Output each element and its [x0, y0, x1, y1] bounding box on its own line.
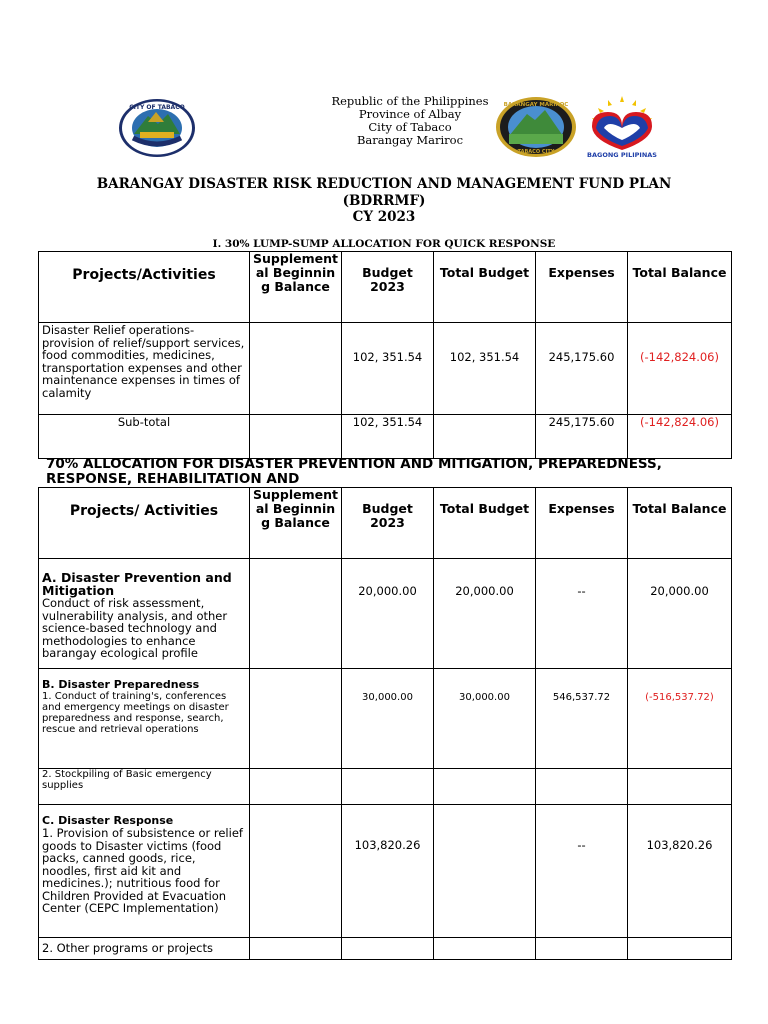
- empty-cell: [342, 938, 434, 960]
- empty-cell: [434, 769, 536, 805]
- subtotal-balance: (-142,824.06): [628, 415, 732, 459]
- expenses-cell: 245,175.60: [536, 323, 628, 415]
- subtotal-expenses: 245,175.60: [536, 415, 628, 459]
- balance-cell: (-516,537.72): [628, 669, 732, 769]
- subtotal-supplemental: [250, 415, 342, 459]
- empty-cell: [250, 769, 342, 805]
- table-row: [39, 669, 732, 769]
- expenses-cell: 546,537.72: [536, 669, 628, 769]
- budget-cell: 30,000.00: [342, 669, 434, 769]
- supplemental-cell: [250, 805, 342, 938]
- col-budget: Budget 2023: [342, 488, 434, 559]
- row-title: A. Disaster Prevention and Mitigation: [42, 570, 232, 598]
- expenses-cell: --: [536, 559, 628, 669]
- row-desc: 1. Conduct of training's, conferences and emergency meetings on disaster preparedness and response, search, rescue and retrieval operations: [42, 691, 229, 735]
- col-projects: Projects/ Activities: [39, 488, 250, 559]
- col-total-balance: Total Balance: [628, 252, 732, 323]
- supplemental-cell: [250, 323, 342, 415]
- col-expenses: Expenses: [536, 488, 628, 559]
- total-budget-cell: [434, 805, 536, 938]
- empty-cell: [536, 938, 628, 960]
- seal-left-bottom: PHILIPPINES: [142, 147, 172, 152]
- activity-cell: [39, 669, 250, 769]
- seal-right-text: BARANGAY MARIROC: [503, 102, 569, 108]
- col-total-balance: Total Balance: [628, 488, 732, 559]
- activity-cell: [39, 559, 250, 669]
- document-title: [0, 176, 768, 226]
- col-expenses: Expenses: [536, 252, 628, 323]
- activity-cell: Disaster Relief operations-provision of relief/support services, food commodities, medicines, transportation expenses and other maintenance expenses in times of calamity: [39, 323, 250, 415]
- budget-cell: 103,820.26: [342, 805, 434, 938]
- title-line-2: (BDRRMF): [342, 192, 426, 209]
- title-line-1: BARANGAY DISASTER RISK REDUCTION AND MANAGEMENT FUND PLAN: [96, 176, 672, 192]
- letterhead-line: City of Tabaco: [368, 120, 452, 134]
- section2-heading: 70% ALLOCATION FOR DISASTER PREVENTION AND MITIGATION, PREPAREDNESS, RESPONSE, REHABILITATION AND: [46, 456, 662, 487]
- subtotal-budget: 102, 351.54: [342, 415, 434, 459]
- letterhead-line: Republic of the Philippines: [331, 94, 489, 108]
- city-of-tabaco-seal: [118, 98, 196, 158]
- table-row: [39, 805, 732, 938]
- letterhead-line: Barangay Mariroc: [356, 133, 464, 147]
- supplemental-cell: [250, 559, 342, 669]
- activity-cell: [39, 805, 250, 938]
- balance-cell: 20,000.00: [628, 559, 732, 669]
- col-budget: Budget 2023: [342, 252, 434, 323]
- table-header-row: [39, 252, 732, 323]
- seal-right-bottom: TABACO CITY: [517, 149, 555, 155]
- activity-cell: 2. Stockpiling of Basic emergency supplies: [39, 769, 250, 805]
- table-row: [39, 769, 732, 805]
- table-header-row: [39, 488, 732, 559]
- table-row: [39, 323, 732, 415]
- col-projects: Projects/Activities: [39, 252, 250, 323]
- seal-left-text: CITY OF TABACO: [129, 104, 185, 111]
- letterhead-line: Province of Albay: [358, 107, 462, 121]
- row-desc: Conduct of risk assessment, vulnerability analysis, and other science-based technology and methodologies to enhance barangay ecological profile: [42, 596, 228, 660]
- subtotal-total-budget: [434, 415, 536, 459]
- empty-cell: [536, 769, 628, 805]
- barangay-mariroc-seal: [495, 96, 577, 158]
- section1-heading: I. 30% LUMP-SUMP ALLOCATION FOR QUICK RESPONSE: [212, 238, 556, 250]
- row-desc: 1. Provision of subsistence or relief goods to Disaster victims (food packs, canned goods, rice, noodles, first aid kit and medicines.); nutritious food for Children Provided at Evacuation Center (CEPC Implementation): [42, 826, 243, 915]
- col-supplemental: Supplemental Beginning Balance: [250, 252, 342, 323]
- empty-cell: [628, 769, 732, 805]
- expenses-cell: --: [536, 805, 628, 938]
- bagong-pilipinas-logo: [582, 94, 662, 160]
- balance-cell: 103,820.26: [628, 805, 732, 938]
- budget-cell: 20,000.00: [342, 559, 434, 669]
- budget-cell: 102, 351.54: [342, 323, 434, 415]
- activity-cell: 2. Other programs or projects: [39, 938, 250, 960]
- empty-cell: [434, 938, 536, 960]
- subtotal-label: Sub-total: [39, 415, 250, 459]
- quick-response-table: [38, 251, 732, 459]
- row-title: B. Disaster Preparedness: [42, 678, 200, 691]
- allocation-table: [38, 487, 732, 960]
- table-row: [39, 559, 732, 669]
- col-total-budget: Total Budget: [434, 252, 536, 323]
- balance-cell: (-142,824.06): [628, 323, 732, 415]
- title-line-3: CY 2023: [352, 209, 416, 225]
- total-budget-cell: 30,000.00: [434, 669, 536, 769]
- supplemental-cell: [250, 669, 342, 769]
- empty-cell: [342, 769, 434, 805]
- bagong-label: BAGONG PILIPINAS: [587, 151, 657, 159]
- total-budget-cell: 102, 351.54: [434, 323, 536, 415]
- row-title: C. Disaster Response: [42, 814, 174, 827]
- subtotal-row: [39, 415, 732, 459]
- total-budget-cell: 20,000.00: [434, 559, 536, 669]
- col-supplemental: Supplemental Beginning Balance: [250, 488, 342, 559]
- empty-cell: [628, 938, 732, 960]
- col-total-budget: Total Budget: [434, 488, 536, 559]
- table-row: [39, 938, 732, 960]
- empty-cell: [250, 938, 342, 960]
